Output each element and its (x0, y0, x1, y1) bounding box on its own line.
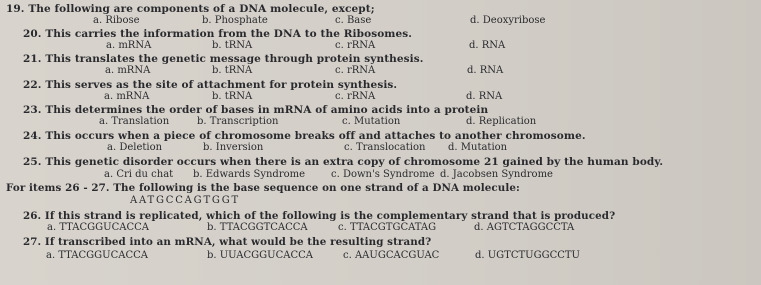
option: a. mRNA (105, 65, 151, 76)
question-24-stem: 24. This occurs when a piece of chromosome breaks off and attaches to another chromosome. (23, 130, 586, 142)
option: d. Jacobsen Syndrome (440, 169, 553, 180)
option: b. Edwards Syndrome (193, 169, 306, 180)
dna-sequence: AATGCCAGTGGT (130, 195, 240, 206)
question-27-stem: 27. If transcribed into an mRNA, what would be the resulting strand? (23, 236, 432, 248)
option: d. UGTCTUGGCCTU (475, 250, 580, 261)
question-20-options (0, 40, 761, 52)
option: c. Translocation (344, 142, 426, 153)
option: a. Cri du chat (104, 169, 174, 180)
option: d. AGTCTAGGCCTA (474, 222, 575, 233)
question-22-stem: 22. This serves as the site of attachment for protein synthesis. (23, 79, 398, 91)
items-intro: For items 26 - 27. The following is the base sequence on one strand of a DNA molecule: (6, 182, 520, 194)
option: b. tRNA (212, 91, 253, 102)
option: a. TTACGGUCACCA (47, 222, 149, 233)
option: b. tRNA (212, 65, 253, 76)
question-22-options (0, 91, 761, 103)
option: d. RNA (467, 65, 504, 76)
option: d. Replication (466, 116, 537, 127)
option: c. TTACGTGCATAG (338, 222, 437, 233)
question-25-stem: 25. This genetic disorder occurs when there is an extra copy of chromosome 21 gained by the human body. (23, 156, 664, 168)
option: b. Phosphate (202, 15, 268, 26)
option: b. tRNA (212, 40, 253, 51)
question-27-options (0, 250, 761, 262)
question-25-options (0, 169, 761, 181)
option: b. UUACGGUCACCA (207, 250, 313, 261)
option: b. TTACGGTCACCA (207, 222, 308, 233)
question-26-stem: 26. If this strand is replicated, which of the following is the complementary strand that is produced? (23, 210, 616, 222)
option: a. Ribose (93, 15, 140, 26)
question-19-options (0, 15, 761, 27)
question-23-options (0, 116, 761, 128)
option: a. mRNA (104, 91, 150, 102)
option: a. Translation (99, 116, 170, 127)
option: c. Down's Syndrome (331, 169, 435, 180)
question-24-options (0, 142, 761, 154)
option: a. mRNA (106, 40, 152, 51)
option: c. Base (335, 15, 372, 26)
option: d. Mutation (448, 142, 508, 153)
option: c. rRNA (335, 65, 376, 76)
option: d. RNA (466, 91, 503, 102)
question-21-options (0, 65, 761, 77)
option: c. rRNA (335, 40, 376, 51)
option: d. Deoxyribose (470, 15, 546, 26)
question-19-stem: 19. The following are components of a DNA molecule, except; (6, 3, 375, 15)
option: d. RNA (469, 40, 506, 51)
question-21-stem: 21. This translates the genetic message through protein synthesis. (23, 53, 424, 65)
option: a. Deletion (107, 142, 163, 153)
option: c. Mutation (342, 116, 401, 127)
option: c. rRNA (335, 91, 376, 102)
question-23-stem: 23. This determines the order of bases in mRNA of amino acids into a protein (23, 104, 489, 116)
option: c. AAUGCACGUAC (343, 250, 440, 261)
question-20-stem: 20. This carries the information from the DNA to the Ribosomes. (23, 28, 413, 40)
option: b. Transcription (197, 116, 279, 127)
option: a. TTACGGUCACCA (46, 250, 148, 261)
question-26-options (0, 222, 761, 234)
option: b. Inversion (203, 142, 264, 153)
